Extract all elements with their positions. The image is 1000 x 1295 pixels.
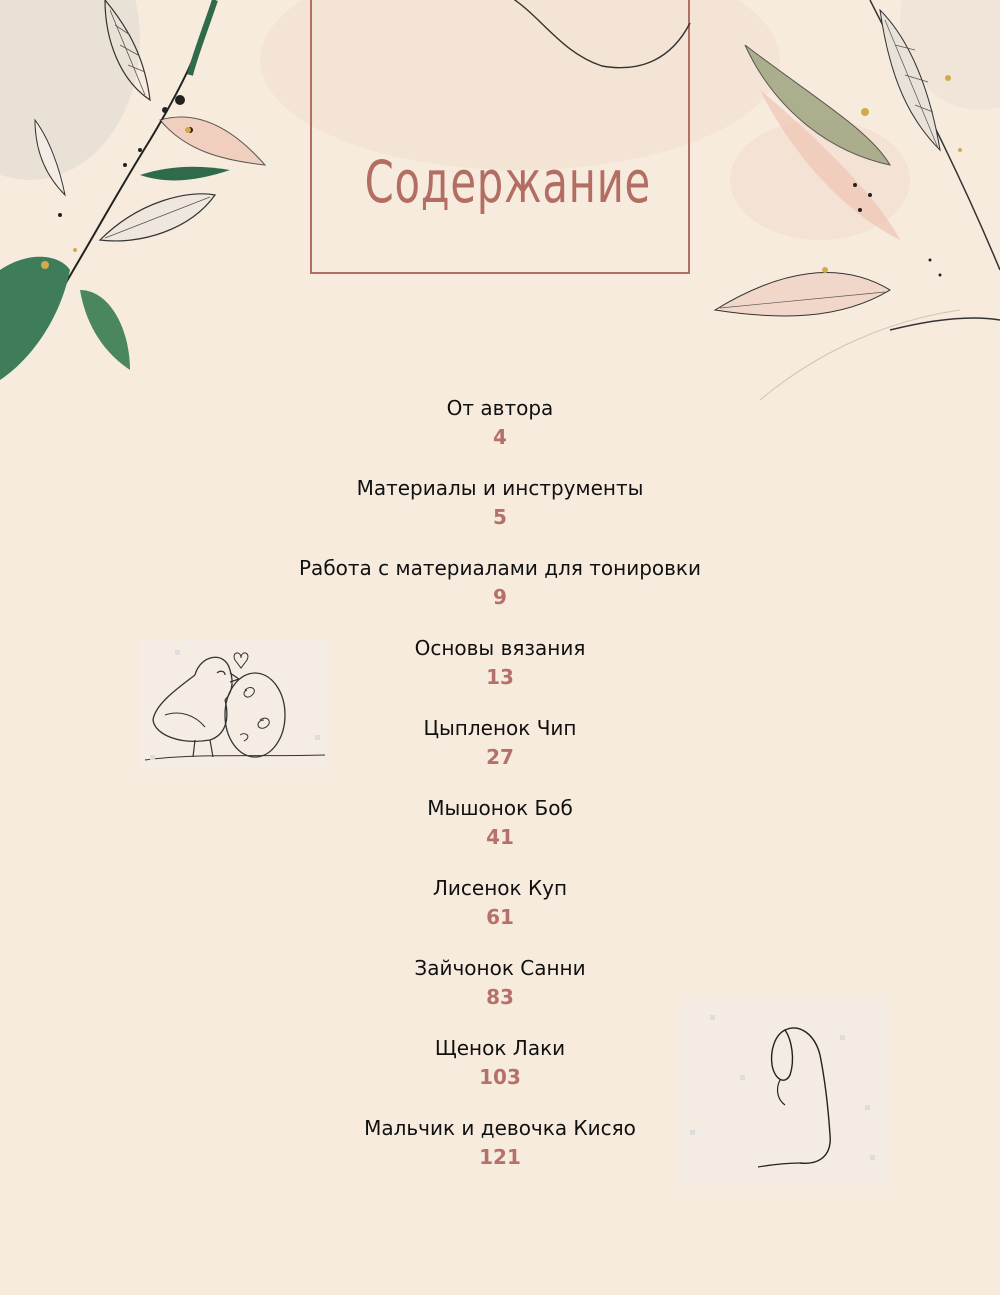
toc-entry-title[interactable]: Основы вязания [414,636,586,660]
toc-entry[interactable] [0,554,1000,634]
chick-and-egg-sketch [135,635,335,775]
bunny-line-sketch [680,995,890,1185]
toc-entry-page[interactable]: 5 [493,505,507,529]
toc-entry-page[interactable]: 9 [493,585,507,609]
toc-entry-page[interactable]: 41 [486,825,514,849]
toc-entry-title[interactable]: Щенок Лаки [434,1036,566,1060]
toc-entry-title[interactable]: Материалы и инструменты [356,476,644,500]
toc-entry-title[interactable]: Мальчик и девочка Кисяо [364,1116,636,1140]
line-decoration [312,0,692,78]
toc-entry-title[interactable]: Работа с материалами для тонировки [299,556,701,580]
toc-entry-page[interactable]: 61 [486,905,514,929]
toc-entry-title[interactable]: Зайчонок Санни [414,956,586,980]
toc-entry-page[interactable]: 4 [493,425,507,449]
toc-entry[interactable] [0,394,1000,474]
toc-entry-title[interactable]: Мышонок Боб [427,796,573,820]
toc-entry-page[interactable]: 13 [486,665,514,689]
toc-entry-page[interactable]: 83 [486,985,514,1009]
toc-entry-title[interactable]: Цыпленок Чип [423,716,577,740]
botanical-branch-left [0,0,280,400]
toc-entry[interactable] [0,874,1000,954]
toc-entry-title[interactable]: От автора [446,396,554,420]
toc-entry-title[interactable]: Лисенок Куп [432,876,568,900]
botanical-branch-right [700,0,1000,420]
toc-entry[interactable] [0,474,1000,554]
title-frame [310,0,690,274]
page-title: Содержание [364,148,651,216]
toc-entry-page[interactable]: 121 [479,1145,521,1169]
toc-entry-page[interactable]: 103 [479,1065,521,1089]
toc-entry-page[interactable]: 27 [486,745,514,769]
toc-entry[interactable] [0,794,1000,874]
